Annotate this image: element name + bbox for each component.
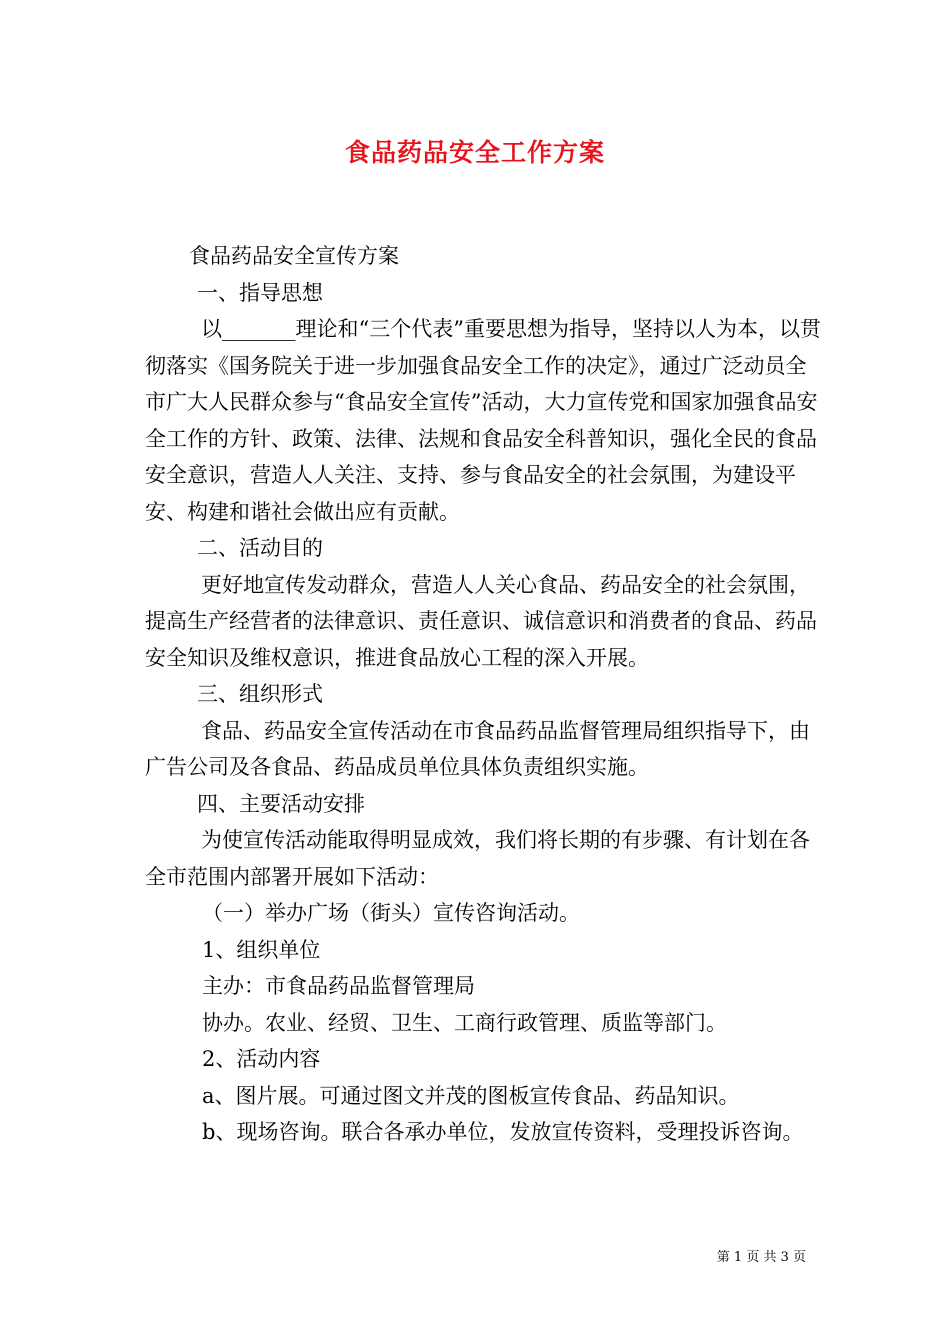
cohost-line: 协办。农业、经贸、卫生、工商行政管理、质监等部门。: [202, 1010, 727, 1035]
host-line: 主办：市食品药品监督管理局: [202, 974, 475, 998]
list-item-content: 2、活动内容: [202, 1047, 321, 1071]
section-paragraph-4: 为使宣传活动能取得明显成效，我们将长期的有步骤、有计划在各全市范围内部署开展如下活动：: [145, 828, 810, 889]
section-paragraph-1: 以_______理论和“三个代表”重要思想为指导，坚持以人为本，以贯彻落实《国务院关于进一步加强食品安全工作的决定》，通过广泛动员全市广大人民群众参与“食品安全宣传”活动，大力宣传党和国家加强食品安全工作的方针、政策、法律、法规和食品安全科普知识，强化全民的食品安全意识，营造人人关注、支持、参与食品安全的社会氛围，为建设平安、构建和谐社会做出应有贡献。: [145, 317, 821, 524]
section-paragraph-2: 更好地宣传发动群众，营造人人关心食品、药品安全的社会氛围，提高生产经营者的法律意识、责任意识、诚信意识和消费者的食品、药品安全知识及维权意识，推进食品放心工程的深入开展。: [145, 572, 817, 670]
document-title: 食品药品安全工作方案: [344, 138, 605, 167]
section-heading-4: 四、主要活动安排: [197, 791, 365, 816]
subtitle: 食品药品安全宣传方案: [189, 244, 399, 268]
list-item-organizers: 1、组织单位: [202, 937, 321, 962]
section-heading-2: 二、活动目的: [197, 536, 323, 560]
section-paragraph-3: 食品、药品安全宣传活动在市食品药品监督管理局组织指导下，由广告公司及各食品、药品成员单位具体负责组织实施。: [145, 718, 810, 779]
content-item-b: b、现场咨询。联合各承办单位，发放宣传资料，受理投诉咨询。: [202, 1120, 804, 1144]
section-heading-3: 三、组织形式: [197, 682, 323, 706]
document-body: [145, 238, 825, 1151]
page-number: 第 1 页 共 3 页: [716, 1250, 806, 1265]
content-item-a: a、图片展。可通过图文并茂的图板宣传食品、药品知识。: [202, 1083, 740, 1108]
subsection-heading-1: （一）举办广场（街头）宣传咨询活动。: [202, 901, 580, 925]
section-heading-1: 一、指导思想: [197, 280, 323, 305]
